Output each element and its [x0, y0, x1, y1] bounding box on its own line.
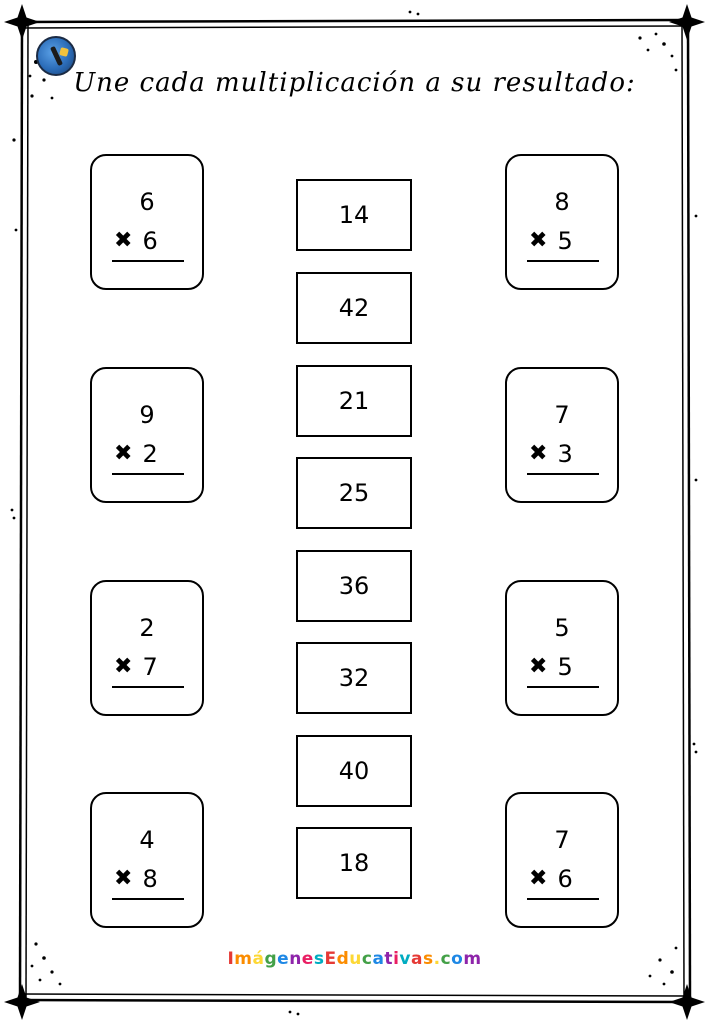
- card-top-number: 7: [554, 401, 570, 429]
- card-bottom-number: 6: [557, 865, 573, 893]
- multiply-icon: ✖: [114, 228, 133, 253]
- result-box[interactable]: 32: [296, 642, 412, 714]
- card-bottom-number: 6: [142, 227, 158, 255]
- answer-line: [112, 898, 184, 900]
- card-bottom-row: [529, 439, 573, 469]
- card-top-number: 2: [139, 614, 155, 642]
- answer-line: [527, 898, 599, 900]
- card-top-number: 6: [139, 188, 155, 216]
- card-bottom-row: [529, 226, 573, 256]
- answer-line: [527, 686, 599, 688]
- card-top-number: 4: [139, 826, 155, 854]
- website-footer[interactable]: [0, 949, 709, 969]
- card-top-number: 5: [554, 614, 570, 642]
- multiply-icon: ✖: [529, 866, 548, 891]
- card-bottom-row: [114, 439, 158, 469]
- multiplication-card-left-2: [90, 367, 204, 503]
- card-bottom-row: [529, 864, 573, 894]
- card-bottom-row: [529, 652, 573, 682]
- card-top-number: 9: [139, 401, 155, 429]
- answer-line: [527, 260, 599, 262]
- result-box[interactable]: 42: [296, 272, 412, 344]
- answer-line: [112, 473, 184, 475]
- multiplication-card-left-3: [90, 580, 204, 716]
- multiply-icon: ✖: [114, 441, 133, 466]
- card-bottom-row: [114, 652, 158, 682]
- multiply-icon: ✖: [114, 654, 133, 679]
- card-bottom-row: [114, 864, 158, 894]
- multiply-icon: ✖: [114, 866, 133, 891]
- card-top-number: 7: [554, 826, 570, 854]
- multiplication-card-right-3: [505, 580, 619, 716]
- multiplication-card-left-1: [90, 154, 204, 290]
- result-box[interactable]: 40: [296, 735, 412, 807]
- card-bottom-number: 5: [557, 227, 573, 255]
- multiplication-card-right-2: [505, 367, 619, 503]
- result-box[interactable]: 14: [296, 179, 412, 251]
- answer-line: [112, 260, 184, 262]
- card-bottom-row: [114, 226, 158, 256]
- multiply-icon: ✖: [529, 654, 548, 679]
- answer-line: [527, 473, 599, 475]
- card-bottom-number: 5: [557, 653, 573, 681]
- page-title: Une cada multiplicación a su resultado:: [73, 68, 636, 98]
- multiplication-card-right-4: [505, 792, 619, 928]
- multiply-icon: ✖: [529, 228, 548, 253]
- card-top-number: 8: [554, 188, 570, 216]
- card-bottom-number: 2: [142, 440, 158, 468]
- card-bottom-number: 8: [142, 865, 158, 893]
- multiplication-card-right-1: [505, 154, 619, 290]
- answer-line: [112, 686, 184, 688]
- multiply-icon: ✖: [529, 441, 548, 466]
- result-box[interactable]: 21: [296, 365, 412, 437]
- card-bottom-number: 3: [557, 440, 573, 468]
- website-footer-text: ImágenesEducativas.com: [227, 949, 482, 969]
- multiplication-card-left-4: [90, 792, 204, 928]
- card-bottom-number: 7: [142, 653, 158, 681]
- result-box[interactable]: 25: [296, 457, 412, 529]
- result-box[interactable]: 36: [296, 550, 412, 622]
- result-box[interactable]: 18: [296, 827, 412, 899]
